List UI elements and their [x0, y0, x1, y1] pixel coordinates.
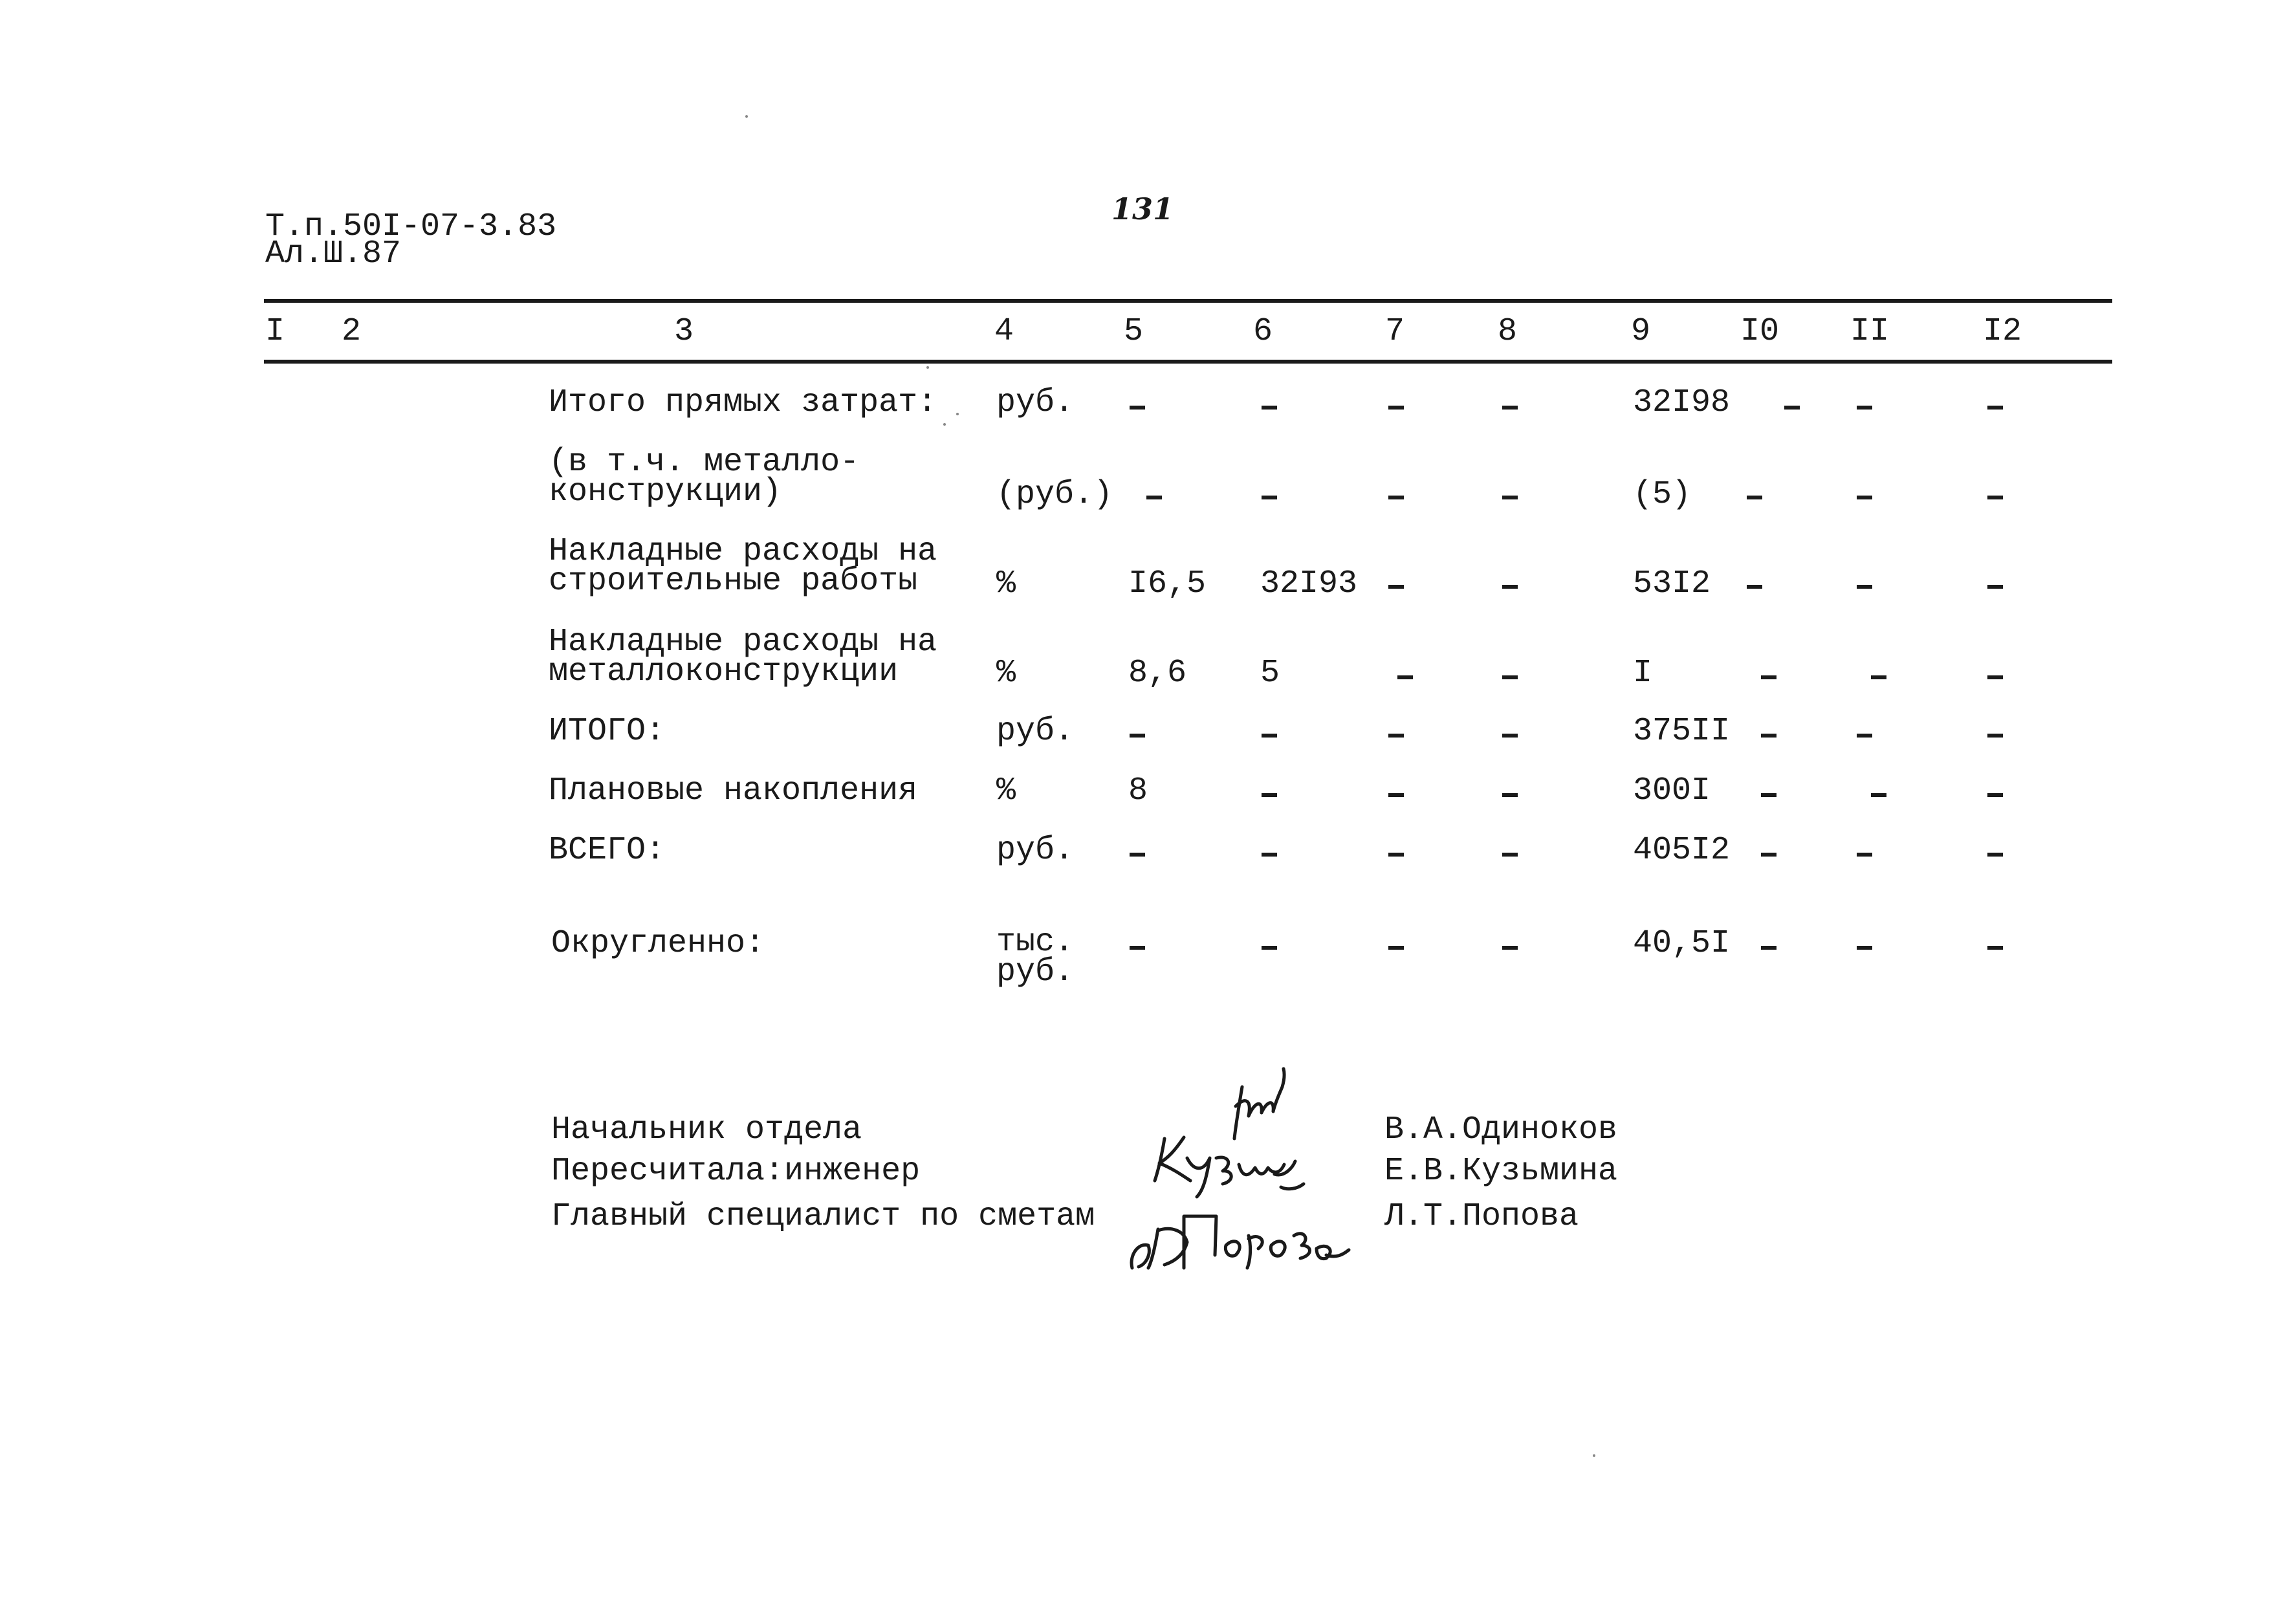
signatory-position: Пересчитала:инженер: [551, 1153, 921, 1190]
row-label: Округленно:: [551, 925, 765, 962]
signatory-name: Л.Т.Попова: [1384, 1198, 1579, 1235]
dash-mark: [1761, 946, 1777, 950]
dash-mark: [1502, 946, 1518, 950]
dash-mark: [1502, 675, 1518, 679]
column-header-4: 4: [994, 313, 1014, 350]
row-value: 32I93: [1260, 565, 1358, 602]
dash-mark: [1388, 793, 1404, 797]
dash-mark: [1784, 406, 1800, 410]
dash-mark: [1871, 793, 1886, 797]
dash-mark: [1761, 734, 1777, 738]
page-number: 131: [1111, 191, 1174, 226]
row-label: Накладные расходы на строительные работы: [549, 533, 937, 600]
column-header-3: 3: [673, 313, 694, 350]
header-bottom-rule: [264, 360, 2112, 364]
signatory-position: Главный специалист по сметам: [551, 1198, 1095, 1235]
dash-mark: [1502, 793, 1518, 797]
dash-mark: [1388, 585, 1404, 589]
row-value: 53I2: [1633, 565, 1711, 602]
dash-mark: [1130, 734, 1145, 738]
dash-mark: [1388, 406, 1404, 410]
column-header-11: II: [1850, 313, 1890, 350]
album-sheet: Ал.Ш.87: [265, 235, 402, 272]
dash-mark: [1987, 406, 2003, 410]
row-value: 300I: [1633, 772, 1711, 809]
dash-mark: [1502, 585, 1518, 589]
column-header-9: 9: [1630, 313, 1651, 350]
dash-mark: [1388, 853, 1404, 857]
dash-mark: [1747, 496, 1762, 499]
dash-mark: [1502, 406, 1518, 410]
row-label: Накладные расходы на металлоконструкции: [549, 624, 937, 690]
row-value: I6,5: [1128, 565, 1207, 602]
row-unit: руб.: [996, 384, 1075, 421]
dash-mark: [1502, 853, 1518, 857]
dash-mark: [1857, 853, 1872, 857]
document-code: Т.п.50I-07-3.83: [265, 208, 557, 245]
row-value: 32I98: [1633, 384, 1731, 421]
scan-speck: [1593, 1454, 1595, 1457]
dash-mark: [1130, 946, 1145, 950]
dash-mark: [1987, 496, 2003, 499]
row-unit: %: [996, 565, 1016, 602]
dash-mark: [1857, 406, 1872, 410]
row-value: 8: [1128, 772, 1148, 809]
dash-mark: [1857, 496, 1872, 499]
dash-mark: [1987, 585, 2003, 589]
dash-mark: [1262, 734, 1277, 738]
dash-mark: [1146, 496, 1162, 499]
row-value: (5): [1633, 476, 1692, 513]
signatory-name: Е.В.Кузьмина: [1384, 1153, 1618, 1190]
column-header-5: 5: [1123, 313, 1144, 350]
row-label: Итого прямых затрат:: [549, 384, 937, 421]
dash-mark: [1987, 793, 2003, 797]
row-value: 405I2: [1633, 832, 1731, 869]
dash-mark: [1857, 734, 1872, 738]
column-header-12: I2: [1982, 313, 2022, 350]
column-header-8: 8: [1497, 313, 1518, 350]
row-value: I: [1633, 655, 1653, 692]
column-header-6: 6: [1252, 313, 1273, 350]
scan-speck: [926, 366, 929, 369]
dash-mark: [1987, 946, 2003, 950]
dash-mark: [1502, 496, 1518, 499]
dash-mark: [1262, 406, 1277, 410]
dash-mark: [1987, 853, 2003, 857]
row-value: 375II: [1633, 713, 1731, 750]
header-top-rule: [264, 299, 2112, 303]
row-value: 40,5I: [1633, 925, 1731, 962]
dash-mark: [1397, 675, 1413, 679]
dash-mark: [1130, 853, 1145, 857]
signatory-name: В.А.Одиноков: [1384, 1111, 1618, 1148]
dash-mark: [1388, 496, 1404, 499]
dash-mark: [1262, 853, 1277, 857]
column-header-10: I0: [1740, 313, 1780, 350]
row-unit: руб.: [996, 832, 1075, 869]
row-label: Плановые накопления: [549, 772, 918, 809]
row-unit: %: [996, 655, 1016, 692]
signature-popova: [1132, 1216, 1349, 1268]
row-label: ИТОГО:: [549, 713, 666, 750]
dash-mark: [1502, 734, 1518, 738]
scan-speck: [943, 423, 946, 426]
dash-mark: [1761, 793, 1777, 797]
dash-mark: [1761, 675, 1777, 679]
dash-mark: [1857, 946, 1872, 950]
row-unit: (руб.): [996, 476, 1113, 513]
signature-odinokov: [1234, 1069, 1284, 1139]
dash-mark: [1388, 946, 1404, 950]
scan-speck: [956, 413, 959, 415]
row-unit: тыс. руб.: [996, 924, 1075, 990]
signature-kuzmina: [1155, 1137, 1304, 1197]
row-unit: руб.: [996, 713, 1075, 750]
dash-mark: [1871, 675, 1886, 679]
row-value: 5: [1260, 655, 1280, 692]
dash-mark: [1857, 585, 1872, 589]
dash-mark: [1262, 793, 1277, 797]
handwritten-signatures: [1119, 1061, 1378, 1287]
column-header-2: 2: [341, 313, 362, 350]
scan-speck: [745, 115, 748, 118]
dash-mark: [1388, 734, 1404, 738]
dash-mark: [1262, 496, 1277, 499]
row-unit: %: [996, 772, 1016, 809]
column-header-1: I: [265, 313, 285, 350]
row-label: ВСЕГО:: [549, 832, 666, 869]
dash-mark: [1747, 585, 1762, 589]
column-header-7: 7: [1384, 313, 1405, 350]
dash-mark: [1761, 853, 1777, 857]
dash-mark: [1987, 734, 2003, 738]
dash-mark: [1262, 946, 1277, 950]
dash-mark: [1987, 675, 2003, 679]
row-value: 8,6: [1128, 655, 1187, 692]
dash-mark: [1130, 406, 1145, 410]
signatory-position: Начальник отдела: [551, 1111, 862, 1148]
row-label: (в т.ч. металло- конструкции): [549, 444, 860, 510]
